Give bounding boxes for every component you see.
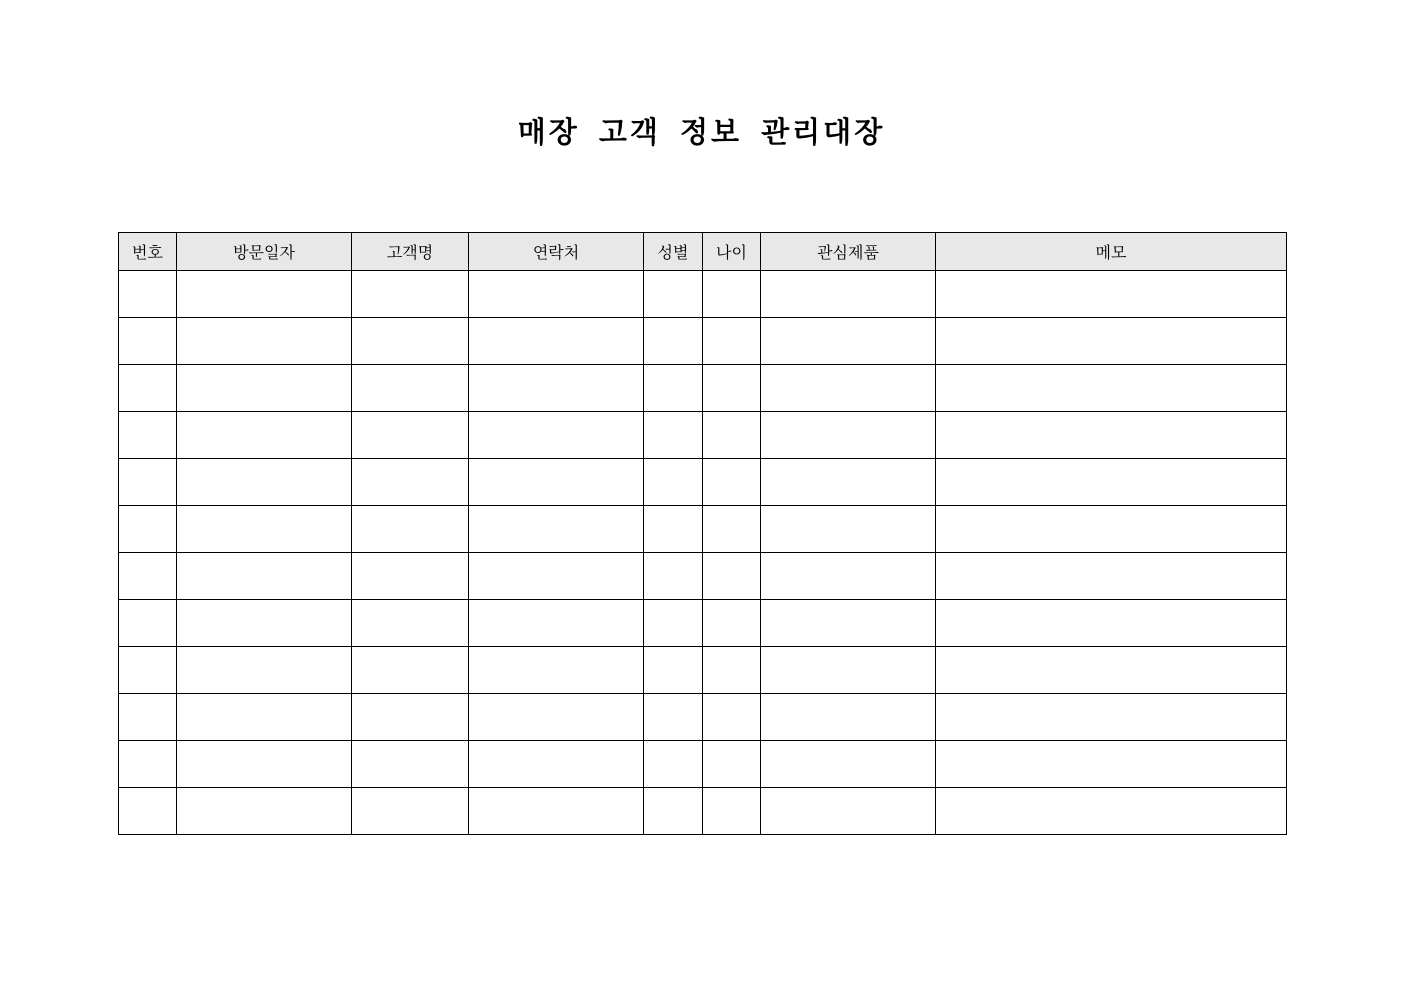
cell-customer-name (352, 412, 469, 459)
cell-age (703, 600, 761, 647)
cell-customer-name (352, 271, 469, 318)
cell-number (119, 365, 177, 412)
table-row (119, 694, 1287, 741)
cell-age (703, 741, 761, 788)
header-number: 번호 (119, 233, 177, 271)
table-row (119, 459, 1287, 506)
customer-info-table (118, 232, 1287, 835)
cell-interest-product (761, 365, 936, 412)
cell-customer-name (352, 741, 469, 788)
cell-age (703, 459, 761, 506)
cell-number (119, 600, 177, 647)
cell-visit-date (177, 506, 352, 553)
cell-customer-name (352, 553, 469, 600)
cell-gender (644, 412, 703, 459)
cell-memo (936, 694, 1287, 741)
cell-gender (644, 365, 703, 412)
cell-memo (936, 318, 1287, 365)
cell-contact (469, 694, 644, 741)
cell-interest-product (761, 412, 936, 459)
cell-contact (469, 600, 644, 647)
table-body (119, 271, 1287, 835)
header-memo: 메모 (936, 233, 1287, 271)
cell-memo (936, 553, 1287, 600)
cell-gender (644, 694, 703, 741)
header-gender: 성별 (644, 233, 703, 271)
cell-interest-product (761, 459, 936, 506)
cell-number (119, 412, 177, 459)
cell-age (703, 318, 761, 365)
cell-memo (936, 412, 1287, 459)
cell-contact (469, 459, 644, 506)
cell-memo (936, 741, 1287, 788)
cell-visit-date (177, 553, 352, 600)
cell-age (703, 271, 761, 318)
cell-visit-date (177, 459, 352, 506)
table-row (119, 506, 1287, 553)
cell-customer-name (352, 365, 469, 412)
cell-interest-product (761, 600, 936, 647)
cell-contact (469, 553, 644, 600)
cell-visit-date (177, 600, 352, 647)
cell-age (703, 506, 761, 553)
cell-visit-date (177, 694, 352, 741)
cell-age (703, 412, 761, 459)
cell-contact (469, 788, 644, 835)
cell-number (119, 788, 177, 835)
cell-memo (936, 365, 1287, 412)
table-row (119, 647, 1287, 694)
header-interest-product: 관심제품 (761, 233, 936, 271)
cell-customer-name (352, 600, 469, 647)
cell-gender (644, 788, 703, 835)
table-row (119, 788, 1287, 835)
cell-contact (469, 647, 644, 694)
cell-memo (936, 459, 1287, 506)
cell-contact (469, 412, 644, 459)
cell-visit-date (177, 271, 352, 318)
cell-memo (936, 271, 1287, 318)
header-age: 나이 (703, 233, 761, 271)
cell-customer-name (352, 694, 469, 741)
cell-memo (936, 600, 1287, 647)
cell-visit-date (177, 647, 352, 694)
cell-gender (644, 741, 703, 788)
cell-interest-product (761, 694, 936, 741)
cell-age (703, 365, 761, 412)
cell-visit-date (177, 365, 352, 412)
cell-interest-product (761, 318, 936, 365)
cell-memo (936, 788, 1287, 835)
cell-age (703, 694, 761, 741)
cell-visit-date (177, 318, 352, 365)
cell-customer-name (352, 459, 469, 506)
cell-gender (644, 318, 703, 365)
cell-number (119, 318, 177, 365)
cell-age (703, 553, 761, 600)
cell-memo (936, 506, 1287, 553)
cell-gender (644, 271, 703, 318)
cell-contact (469, 271, 644, 318)
cell-interest-product (761, 788, 936, 835)
cell-interest-product (761, 647, 936, 694)
cell-customer-name (352, 506, 469, 553)
cell-gender (644, 647, 703, 694)
cell-visit-date (177, 412, 352, 459)
cell-contact (469, 741, 644, 788)
cell-number (119, 271, 177, 318)
cell-age (703, 647, 761, 694)
table-row (119, 412, 1287, 459)
table-row (119, 365, 1287, 412)
cell-number (119, 647, 177, 694)
table-row (119, 318, 1287, 365)
cell-number (119, 506, 177, 553)
cell-number (119, 459, 177, 506)
header-customer-name: 고객명 (352, 233, 469, 271)
cell-number (119, 741, 177, 788)
table-row (119, 741, 1287, 788)
header-contact: 연락처 (469, 233, 644, 271)
cell-number (119, 553, 177, 600)
cell-gender (644, 506, 703, 553)
document-title: 매장 고객 정보 관리대장 (517, 115, 886, 149)
cell-visit-date (177, 788, 352, 835)
header-row (119, 233, 1287, 271)
table-row (119, 271, 1287, 318)
cell-memo (936, 647, 1287, 694)
cell-customer-name (352, 647, 469, 694)
header-visit-date: 방문일자 (177, 233, 352, 271)
cell-customer-name (352, 318, 469, 365)
table-row (119, 600, 1287, 647)
cell-customer-name (352, 788, 469, 835)
cell-gender (644, 553, 703, 600)
cell-gender (644, 459, 703, 506)
cell-interest-product (761, 506, 936, 553)
table-row (119, 553, 1287, 600)
cell-interest-product (761, 271, 936, 318)
cell-contact (469, 506, 644, 553)
cell-age (703, 788, 761, 835)
cell-interest-product (761, 553, 936, 600)
cell-gender (644, 600, 703, 647)
cell-contact (469, 318, 644, 365)
cell-interest-product (761, 741, 936, 788)
cell-contact (469, 365, 644, 412)
cell-number (119, 694, 177, 741)
cell-visit-date (177, 741, 352, 788)
